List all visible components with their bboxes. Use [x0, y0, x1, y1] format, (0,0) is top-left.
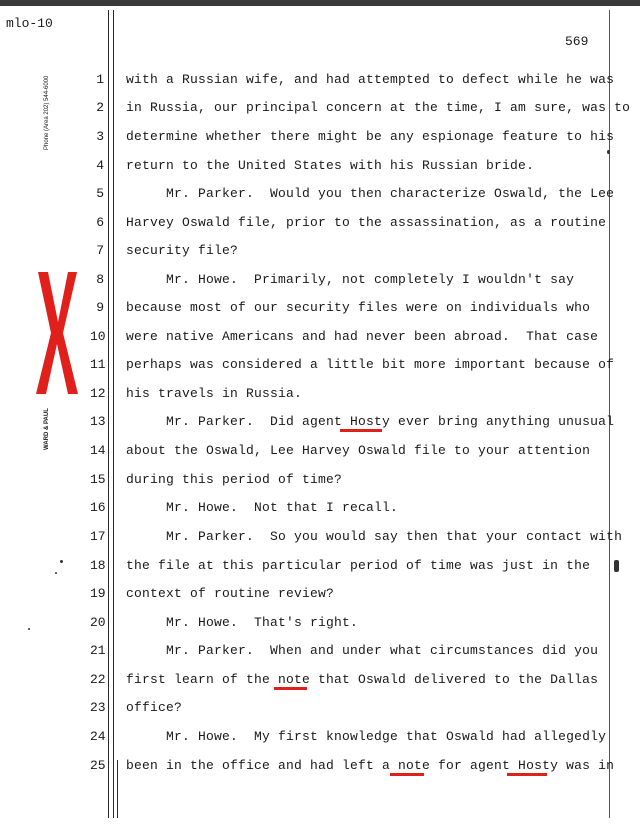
line-text: Harvey Oswald file, prior to the assassination, as a routine	[126, 215, 607, 230]
line-text: security file?	[126, 243, 239, 258]
transcript-line	[0, 670, 640, 690]
page-top-border	[0, 0, 640, 6]
line-number: 13	[90, 414, 106, 429]
firm-margin-text: WARD & PAUL	[44, 408, 50, 450]
line-number: 5	[96, 186, 104, 201]
transcript-line	[0, 213, 640, 233]
document-id: mlo-10	[6, 16, 53, 31]
line-text: Mr. Parker. Would you then characterize Oswald, the Lee	[126, 186, 615, 201]
line-text: determine whether there might be any espionage feature to his	[126, 129, 615, 144]
transcript-line	[0, 470, 640, 490]
line-number: 8	[96, 272, 104, 287]
line-text: context of routine review?	[126, 586, 335, 601]
line-text: his travels in Russia.	[126, 386, 303, 401]
transcript-line	[0, 527, 640, 547]
scan-speck	[55, 572, 57, 574]
line-text: the file at this particular period of time was just in the	[126, 558, 591, 573]
line-number: 9	[96, 300, 104, 315]
line-number: 12	[90, 386, 106, 401]
line-number: 18	[90, 558, 106, 573]
transcript-line	[0, 613, 640, 633]
red-underline-mark	[390, 773, 424, 776]
transcript-line	[0, 355, 640, 375]
transcript-line	[0, 184, 640, 204]
transcript-line	[0, 641, 640, 661]
line-number: 11	[90, 357, 106, 372]
line-number: 10	[90, 329, 106, 344]
transcript-line	[0, 412, 640, 432]
line-text: Mr. Howe. Not that I recall.	[126, 500, 399, 515]
line-number: 20	[90, 615, 106, 630]
line-text: because most of our security files were on individuals who	[126, 300, 591, 315]
transcript-line	[0, 556, 640, 576]
transcript-line	[0, 298, 640, 318]
transcript-line	[0, 156, 640, 176]
page-number: 569	[565, 34, 589, 49]
line-number: 4	[96, 158, 104, 173]
line-number: 3	[96, 129, 104, 144]
line-text: Mr. Parker. So you would say then that your contact with	[126, 529, 623, 544]
phone-margin-text: Phone (Area 202) 544-6000	[44, 75, 50, 150]
line-number: 15	[90, 472, 106, 487]
line-number: 16	[90, 500, 106, 515]
line-text: were native Americans and had never been abroad. That case	[126, 329, 599, 344]
line-text: office?	[126, 700, 183, 715]
line-number: 2	[96, 100, 104, 115]
line-text: Mr. Howe. Primarily, not completely I wouldn't say	[126, 272, 575, 287]
line-number: 6	[96, 215, 104, 230]
line-text: Mr. Parker. Did agent Hosty ever bring anything unusual	[126, 414, 615, 429]
line-text: return to the United States with his Russian bride.	[126, 158, 535, 173]
scan-speck	[614, 560, 619, 572]
transcript-line	[0, 70, 640, 90]
line-number: 14	[90, 443, 106, 458]
red-underline-mark	[507, 773, 547, 776]
scan-speck	[607, 150, 610, 154]
transcript-line	[0, 327, 640, 347]
line-number: 7	[96, 243, 104, 258]
transcript-line	[0, 498, 640, 518]
line-number: 19	[90, 586, 106, 601]
line-text: perhaps was considered a little bit more important because of	[126, 357, 615, 372]
line-number: 1	[96, 72, 104, 87]
line-number: 22	[90, 672, 106, 687]
line-text: Mr. Parker. When and under what circumstances did you	[126, 643, 599, 658]
transcript-line	[0, 584, 640, 604]
transcript-line	[0, 441, 640, 461]
line-text: Mr. Howe. That's right.	[126, 615, 359, 630]
transcript-line	[0, 698, 640, 718]
transcript-line	[0, 241, 640, 261]
line-text: first learn of the note that Oswald delivered to the Dallas	[126, 672, 599, 687]
transcript-line	[0, 270, 640, 290]
transcript-line	[0, 98, 640, 118]
line-text: been in the office and had left a note for agent Hosty was in	[126, 758, 615, 773]
line-text: Mr. Howe. My first knowledge that Oswald had allegedly	[126, 729, 607, 744]
line-number: 24	[90, 729, 106, 744]
line-text: during this period of time?	[126, 472, 343, 487]
line-number: 25	[90, 758, 106, 773]
scan-speck	[28, 628, 30, 630]
line-number: 17	[90, 529, 106, 544]
line-text: with a Russian wife, and had attempted to defect while he was	[126, 72, 615, 87]
transcript-line	[0, 727, 640, 747]
transcript-line	[0, 127, 640, 147]
line-number: 23	[90, 700, 106, 715]
line-text: about the Oswald, Lee Harvey Oswald file to your attention	[126, 443, 591, 458]
transcript-line	[0, 756, 640, 776]
line-number: 21	[90, 643, 106, 658]
red-underline-mark	[274, 687, 307, 690]
transcript-line	[0, 384, 640, 404]
line-text: in Russia, our principal concern at the time, I am sure, was to	[126, 100, 631, 115]
scan-speck	[60, 560, 63, 563]
red-underline-mark	[340, 429, 382, 432]
